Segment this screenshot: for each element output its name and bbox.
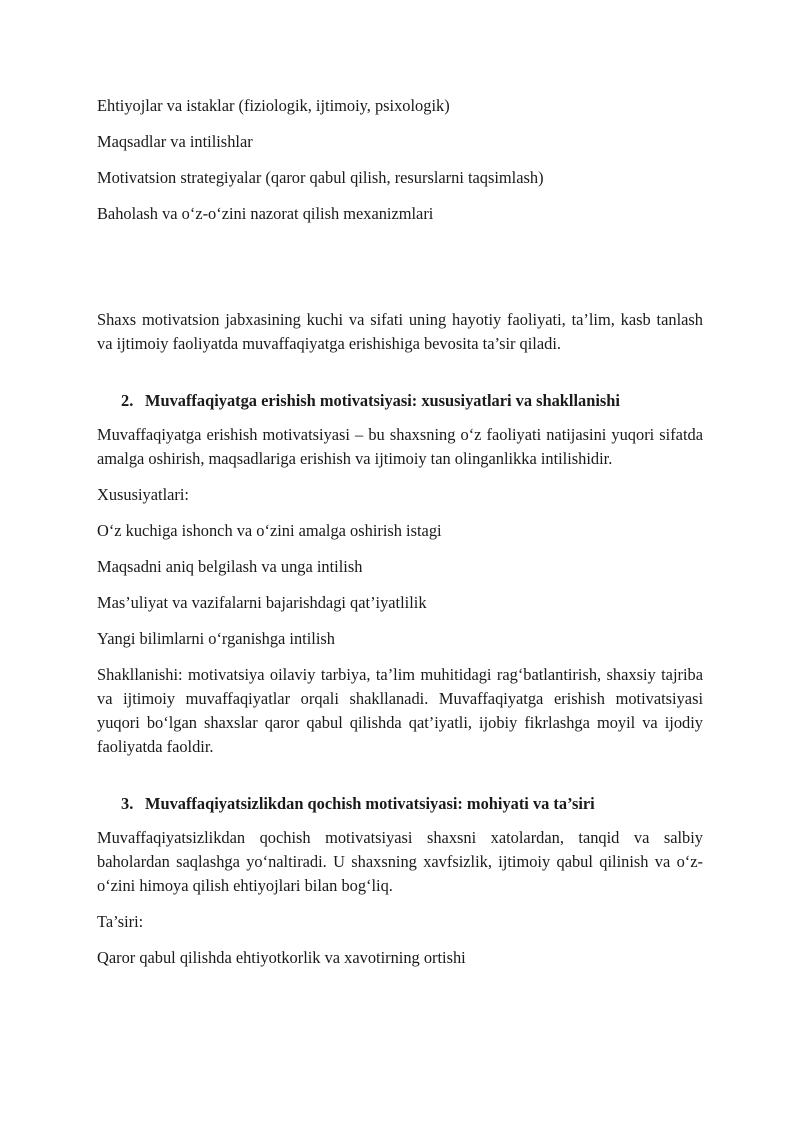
- section-2-formation: Shakllanishi: motivatsiya oilaviy tarbiya, ta’lim muhitidagi rag‘batlantirish, shaxsiy tajriba va ijtimoiy muvaffaqiyatlar orqali shakllanadi. Muvaffaqiyatga erishish motivatsiyasi yuqori bo‘lgan shaxslar qaror qabul qilishda qat’iyatli, ijobiy fikrlashga moyil va ijodiy faoliyatda faoldir.: [97, 665, 703, 756]
- document-body: [97, 94, 703, 982]
- section-3-heading: [97, 792, 703, 816]
- summary-paragraph: Shaxs motivatsion jabxasining kuchi va sifati uning hayotiy faoliyati, ta’lim, kasb tanlash va ijtimoiy faoliyatda muvaffaqiyatga erishishiga bevosita ta’sir qiladi.: [97, 310, 703, 353]
- list-item: Maqsadni aniq belgilash va unga intilish: [97, 557, 363, 576]
- section-2-heading: [97, 389, 703, 413]
- section-2-number: 2.: [121, 391, 134, 410]
- intro-list: [97, 94, 703, 226]
- section-3-title: Muvaffaqiyatsizlikdan qochish motivatsiyasi: mohiyati va ta’siri: [145, 794, 595, 813]
- section-2-features-list: [97, 519, 703, 651]
- list-item: Qaror qabul qilishda ehtiyotkorlik va xavotirning ortishi: [97, 948, 466, 967]
- list-item: Mas’uliyat va vazifalarni bajarishdagi qat’iyatlilik: [97, 593, 427, 612]
- spacer: [97, 238, 703, 308]
- section-2-title: Muvaffaqiyatga erishish motivatsiyasi: xususiyatlari va shakllanishi: [145, 391, 620, 410]
- section-3-definition: Muvaffaqiyatsizlikdan qochish motivatsiyasi shaxsni xatolardan, tanqid va salbiy baholardan saqlashga yo‘naltiradi. U shaxsning xavfsizlik, ijtimoiy qabul qilinish va o‘z-o‘zini himoya qilish ehtiyojlari bilan bog‘liq.: [97, 828, 703, 895]
- list-item: O‘z kuchiga ishonch va o‘zini amalga oshirish istagi: [97, 521, 442, 540]
- list-item: Baholash va o‘z-o‘zini nazorat qilish mexanizmlari: [97, 204, 434, 223]
- list-item: Motivatsion strategiyalar (qaror qabul qilish, resurslarni taqsimlash): [97, 168, 544, 187]
- section-3-effects-label: Ta’siri:: [97, 912, 144, 931]
- list-item: Yangi bilimlarni o‘rganishga intilish: [97, 629, 335, 648]
- section-3-effects-list: [97, 946, 703, 970]
- spacer: [97, 368, 703, 389]
- section-3-number: 3.: [121, 794, 134, 813]
- section-2-features-label: Xususiyatlari:: [97, 485, 189, 504]
- section-2-definition: Muvaffaqiyatga erishish motivatsiyasi – bu shaxsning o‘z faoliyati natijasini yuqori sifatda amalga oshirish, maqsadlariga erishish va ijtimoiy tan olinganlikka intilishidir.: [97, 425, 703, 468]
- spacer: [97, 771, 703, 792]
- list-item: Ehtiyojlar va istaklar (fiziologik, ijtimoiy, psixologik): [97, 96, 450, 115]
- list-item: Maqsadlar va intilishlar: [97, 132, 253, 151]
